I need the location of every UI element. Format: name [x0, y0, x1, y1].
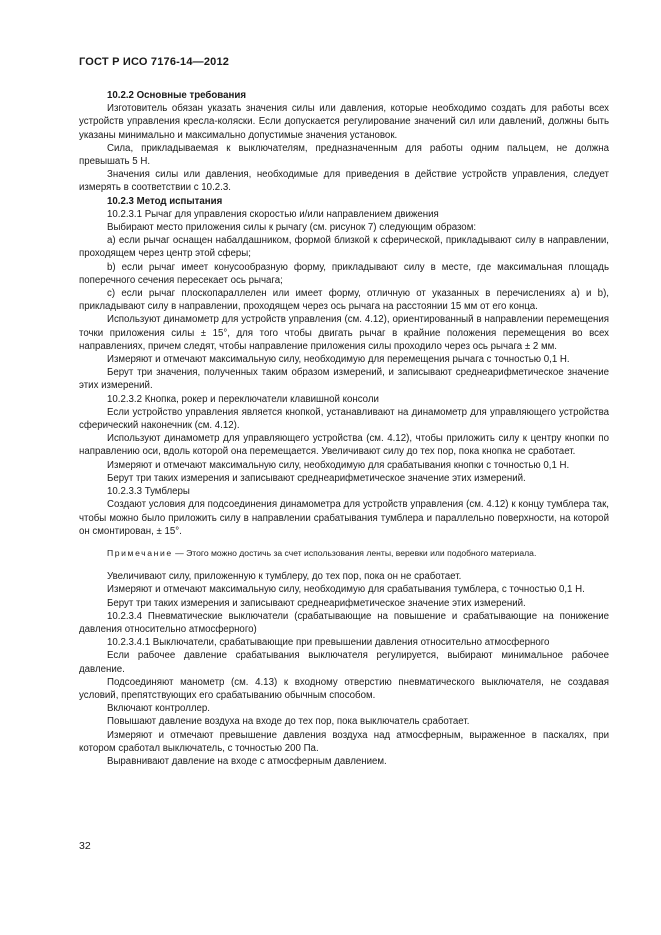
paragraph: 10.2.3.4.1 Выключатели, срабатывающие при превышении давления относительно атмосферного	[107, 637, 550, 649]
paragraph: 10.2.3.1 Рычаг для управления скоростью и/или направлением движения	[107, 208, 439, 220]
paragraph: Повышают давление воздуха на входе до тех пор, пока выключатель сработает.	[107, 716, 470, 728]
paragraph: c) если рычаг плоскопараллелен или имеет форму, отличную от указанных в перечислениях а) и b), прикладывают силу в направлении, проходящем через ось рычага на расстоянии 15 мм от его конца.	[79, 288, 609, 313]
paragraph: Сила, прикладываемая к выключателям, предназначенным для работы одним пальцем, не должна превышать 5 Н.	[79, 142, 609, 168]
paragraph: Если устройство управления является кнопкой, устанавливают на динамометр для управляющего устройства сферический наконечник (см. 4.12).	[79, 406, 609, 432]
paragraph: Выравнивают давление на входе с атмосферным давлением.	[107, 755, 387, 767]
paragraph: Измеряют и отмечают максимальную силу, необходимую для срабатывания тумблера, с точностью 0,1 Н.	[107, 584, 585, 596]
paragraph: a) если рычаг оснащен набалдашником, формой близкой к сферической, прикладывают силу в направлении, проходящем через центр этой сферы;	[79, 235, 609, 260]
paragraph: Изготовитель обязан указать значения силы или давления, которые необходимо создать для работы всех устройств управления кресла-коляски. Если допускается регулирование значений сил или давлений, должны быть указаны минимально и максимально допустимые значения установок.	[79, 103, 609, 141]
page-number: 32	[79, 840, 91, 852]
paragraph: Измеряют и отмечают максимальную силу, необходимую для срабатывания кнопки с точностью 0,1 Н.	[107, 459, 570, 471]
paragraph: Берут три таких измерения и записывают среднеарифметическое значение этих измерений.	[107, 597, 526, 609]
paragraph: 10.2.3.4 Пневматические выключатели (срабатывающие на повышение и срабатывающие на понижение давления относительно атмосферного)	[79, 610, 609, 635]
paragraph: 10.2.3.2 Кнопка, рокер и переключатели клавишной консоли	[107, 393, 379, 405]
note	[79, 547, 609, 560]
note-text: — Этого можно достичь за счет использования ленты, веревки или подобного материала.	[172, 547, 537, 558]
paragraph: Измеряют и отмечают превышение давления воздуха над атмосферным, выраженное в паскалях, при котором сработал выключатель, с точностью 200 Па.	[79, 729, 609, 754]
section-heading: 10.2.2 Основные требования	[107, 90, 246, 101]
paragraph: b) если рычаг имеет конусообразную форму, прикладывают силу в месте, где максимальная площадь поперечного сечения пересекает ось рычага;	[79, 261, 609, 286]
paragraph: Подсоединяют манометр (см. 4.13) к входному отверстию пневматического выключателя, не создавая условий, препятствующих его срабатыванию обычным способом.	[79, 676, 609, 701]
paragraph: Увеличивают силу, приложенную к тумблеру, до тех пор, пока он не сработает.	[107, 571, 462, 583]
paragraph: Если рабочее давление срабатывания выключателя регулируется, выбирают минимальное рабочее давление.	[79, 650, 609, 675]
paragraph: 10.2.3.3 Тумблеры	[107, 486, 190, 498]
paragraph: Берут три таких измерения и записывают среднеарифметическое значение этих измерений.	[107, 472, 526, 484]
paragraph: Используют динамометр для устройств управления (см. 4.12), ориентированный в направлении перемещения точки приложения силы ± 15°, для того чтобы двигать рычаг в крайние положения перемещения во всех направлениях, причем следят, чтобы направление приложения силы проходило через ось рычага ± 2 мм.	[79, 314, 609, 352]
paragraph: Значения силы или давления, необходимые для приведения в действие устройств управления, следует измерять в соответствии с 10.2.3.	[79, 169, 609, 194]
paragraph: Включают контроллер.	[107, 703, 210, 715]
paragraph: Создают условия для подсоединения динамометра для устройств управления (см. 4.12) к концу тумблера так, чтобы можно было приложить силу в направлении срабатывания тумблера и параллельно поверхности, на которой он смонтирован, ± 15°.	[79, 499, 609, 537]
paragraph: Выбирают место приложения силы к рычагу (см. рисунок 7) следующим образом:	[107, 222, 477, 234]
section-heading: 10.2.3 Метод испытания	[107, 195, 223, 207]
paragraph: Измеряют и отмечают максимальную силу, необходимую для перемещения рычага с точностью 0,1 Н.	[107, 354, 570, 366]
note-label: Примечание	[107, 547, 173, 558]
paragraph: Используют динамометр для управляющего устройства (см. 4.12), чтобы приложить силу к центру кнопки по направлению оси, вдоль которой она перемещается. Увеличивают силу до тех пор, пока кнопка не сработает.	[79, 433, 609, 458]
document-header: ГОСТ Р ИСО 7176-14—2012	[79, 56, 230, 68]
paragraph: Берут три значения, полученных таким образом измерений, и записывают среднеарифметическое значение этих измерений.	[79, 367, 609, 392]
document-body	[79, 89, 609, 768]
